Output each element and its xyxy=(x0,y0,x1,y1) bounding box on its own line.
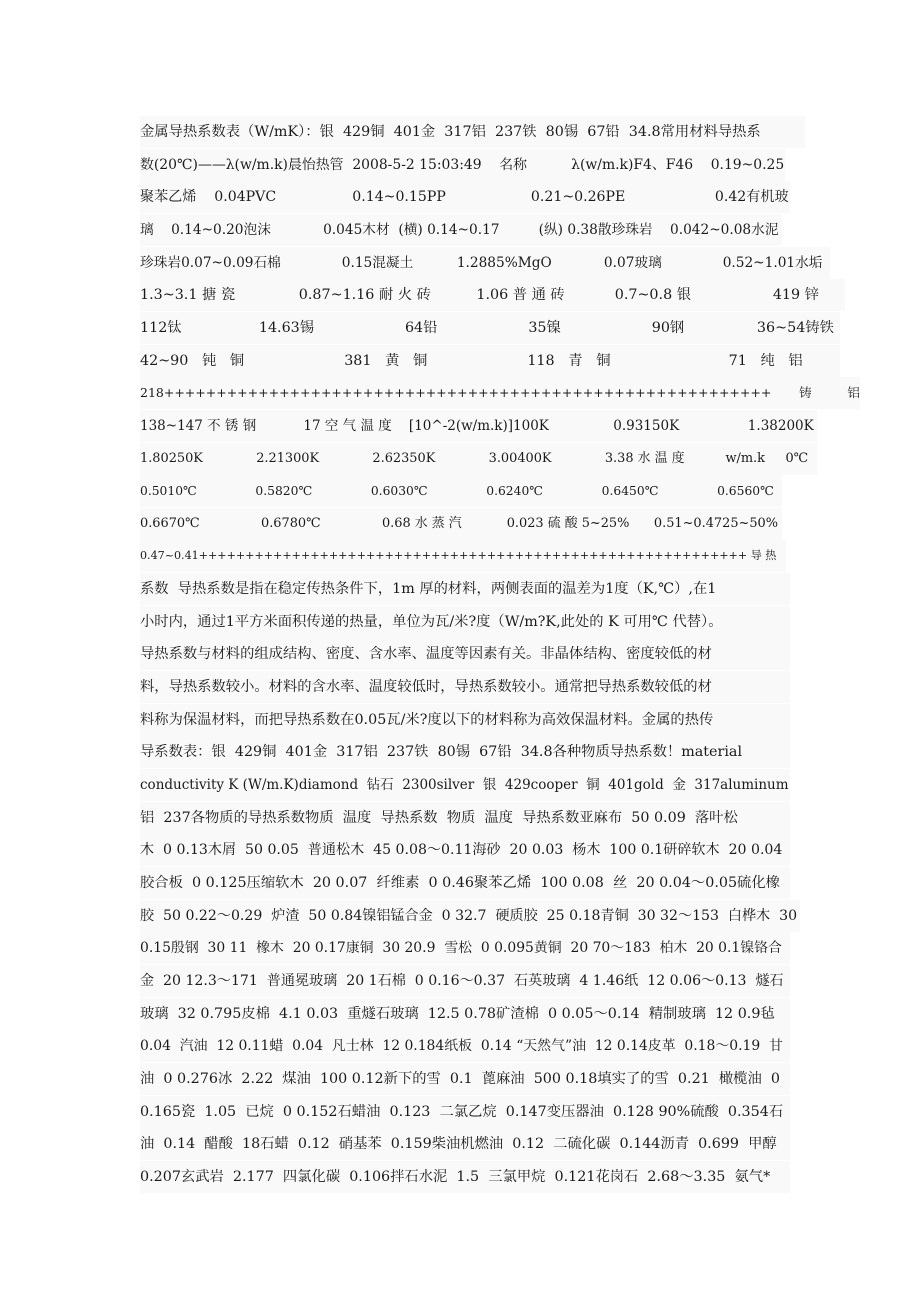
text-line: 金 20 12.3～171 普通冕玻璃 20 1石棉 0 0.16～0.37 石英玻璃 4 1.46纸 12 0.06～0.13 燧石 xyxy=(140,965,790,997)
text-line: 导热系数与材料的组成结构、密度、含水率、温度等因素有关。非晶体结构、密度较低的材 xyxy=(140,638,790,670)
text-line: 系数 导热系数是指在稳定传热条件下，1m 厚的材料，两侧表面的温差为1度（K,℃）,在1 xyxy=(140,573,790,605)
text-line: 金属导热系数表（W/mK）：银 429铜 401金 317铝 237铁 80锡 67铅 34.8常用材料导热系 xyxy=(140,116,805,148)
text-line: 0.15殷钢 30 11 橡木 20 0.17康铜 30 20.9 雪松 0 0.095黄铜 20 70～183 柏木 20 0.1镍铬合 xyxy=(140,932,790,964)
text-line: 0.5010℃ 0.5820℃ 0.6030℃ 0.6240℃ 0.6450℃ 0.6560℃ xyxy=(140,475,782,507)
text-line: 料称为保温材料，而把导热系数在0.05瓦/米?度以下的材料称为高效保温材料。金属的热传 xyxy=(140,704,790,736)
text-line: 导系数表：银 429铜 401金 317铝 237铁 80锡 67铅 34.8各种物质导热系数！material xyxy=(140,736,790,768)
text-line: 112钛 14.63锡 64铅 35镍 90钢 36~54铸铁 xyxy=(140,312,840,344)
text-line: 0.47~0.41+++++++++++++++++++++++++++++++++++++++++++++++++++++++++++ 导 热 xyxy=(140,540,786,572)
text-line: 数(20℃)——λ(w/m.k)晨怡热管 2008-5-2 15:03:49 名称 λ(w/m.k)F4、F46 0.19~0.25 xyxy=(140,149,785,181)
text-line: 42~90 钝 铜 381 黄 铜 118 青 铜 71 纯 铝 xyxy=(140,345,840,377)
text-line: 料，导热系数较小。材料的含水率、温度较低时，导热系数较小。通常把导热系数较低的材 xyxy=(140,671,790,703)
text-line: 0.04 汽油 12 0.11蜡 0.04 凡士林 12 0.184纸板 0.14 “天然气”油 12 0.14皮革 0.18～0.19 甘 xyxy=(140,1030,790,1062)
text-line: 1.3~3.1 搪 瓷 0.87~1.16 耐 火 砖 1.06 普 通 砖 0.7~0.8 银 419 锌 xyxy=(140,279,845,311)
text-line: 油 0.14 醋酸 18石蜡 0.12 硝基苯 0.159柴油机燃油 0.12 二硫化碳 0.144沥青 0.699 甲醇 xyxy=(140,1128,790,1160)
text-line: 珍珠岩0.07~0.09石棉 0.15混凝土 1.2885%MgO 0.07玻璃 0.52~1.01水垢 xyxy=(140,247,830,279)
text-line: 0.207玄武岩 2.177 四氯化碳 0.106拌石水泥 1.5 三氯甲烷 0.121花岗石 2.68～3.35 氨气* xyxy=(140,1161,790,1193)
text-line: 玻璃 32 0.795皮棉 4.1 0.03 重燧石玻璃 12.5 0.78矿渣棉 0 0.05～0.14 精制玻璃 12 0.9毡 xyxy=(140,998,790,1030)
text-line: 138~147 不 锈 钢 17 空 气 温 度 [10^-2(w/m.k)]100K 0.93150K 1.38200K xyxy=(140,410,817,442)
text-line: 胶合板 0 0.125压缩软木 20 0.07 纤维素 0 0.46聚苯乙烯 100 0.08 丝 20 0.04～0.05硫化橡 xyxy=(140,867,790,899)
text-line: 小时内，通过1平方米面积传递的热量，单位为瓦/米?度（W/m?K,此处的 K 可用℃ 代替）。 xyxy=(140,606,790,638)
text-line: 铝 237各物质的导热系数物质 温度 导热系数 物质 温度 导热系数亚麻布 50 0.09 落叶松 xyxy=(140,802,790,834)
text-line: 0.165瓷 1.05 已烷 0 0.152石蜡油 0.123 二氯乙烷 0.147变压器油 0.128 90%硫酸 0.354石 xyxy=(140,1096,790,1128)
text-line: 0.6670℃ 0.6780℃ 0.68 水 蒸 汽 0.023 硫 酸 5~25% 0.51~0.4725~50% xyxy=(140,508,782,540)
text-line: conductivity K (W/m.K)diamond 钻石 2300silver 银 429cooper 铜 401gold 金 317aluminum xyxy=(140,769,790,801)
text-line: 胶 50 0.22～0.29 炉渣 50 0.84镍铝锰合金 0 32.7 硬质胶 25 0.18青铜 30 32～153 白桦木 30 xyxy=(140,900,800,932)
text-line: 油 0 0.276冰 2.22 煤油 100 0.12新下的雪 0.1 蓖麻油 500 0.18填实了的雪 0.21 橄榄油 0 xyxy=(140,1063,790,1095)
text-line: 璃 0.14~0.20泡沫 0.045木材 (横) 0.14~0.17 (纵) 0.38散珍珠岩 0.042~0.08水泥 xyxy=(140,214,782,246)
text-line: 木 0 0.13木屑 50 0.05 普通松木 45 0.08～0.11海砂 20 0.03 杨木 100 0.1研碎软木 20 0.04 xyxy=(140,834,790,866)
text-line: 218++++++++++++++++++++++++++++++++++++++++++++++++++++++++++ 铸 铝 xyxy=(140,377,860,409)
text-line: 聚苯乙烯 0.04PVC 0.14~0.15PP 0.21~0.26PE 0.42有机玻 xyxy=(140,181,790,213)
text-line: 1.80250K 2.21300K 2.62350K 3.00400K 3.38 水 温 度 w/m.k 0℃ xyxy=(140,443,817,475)
